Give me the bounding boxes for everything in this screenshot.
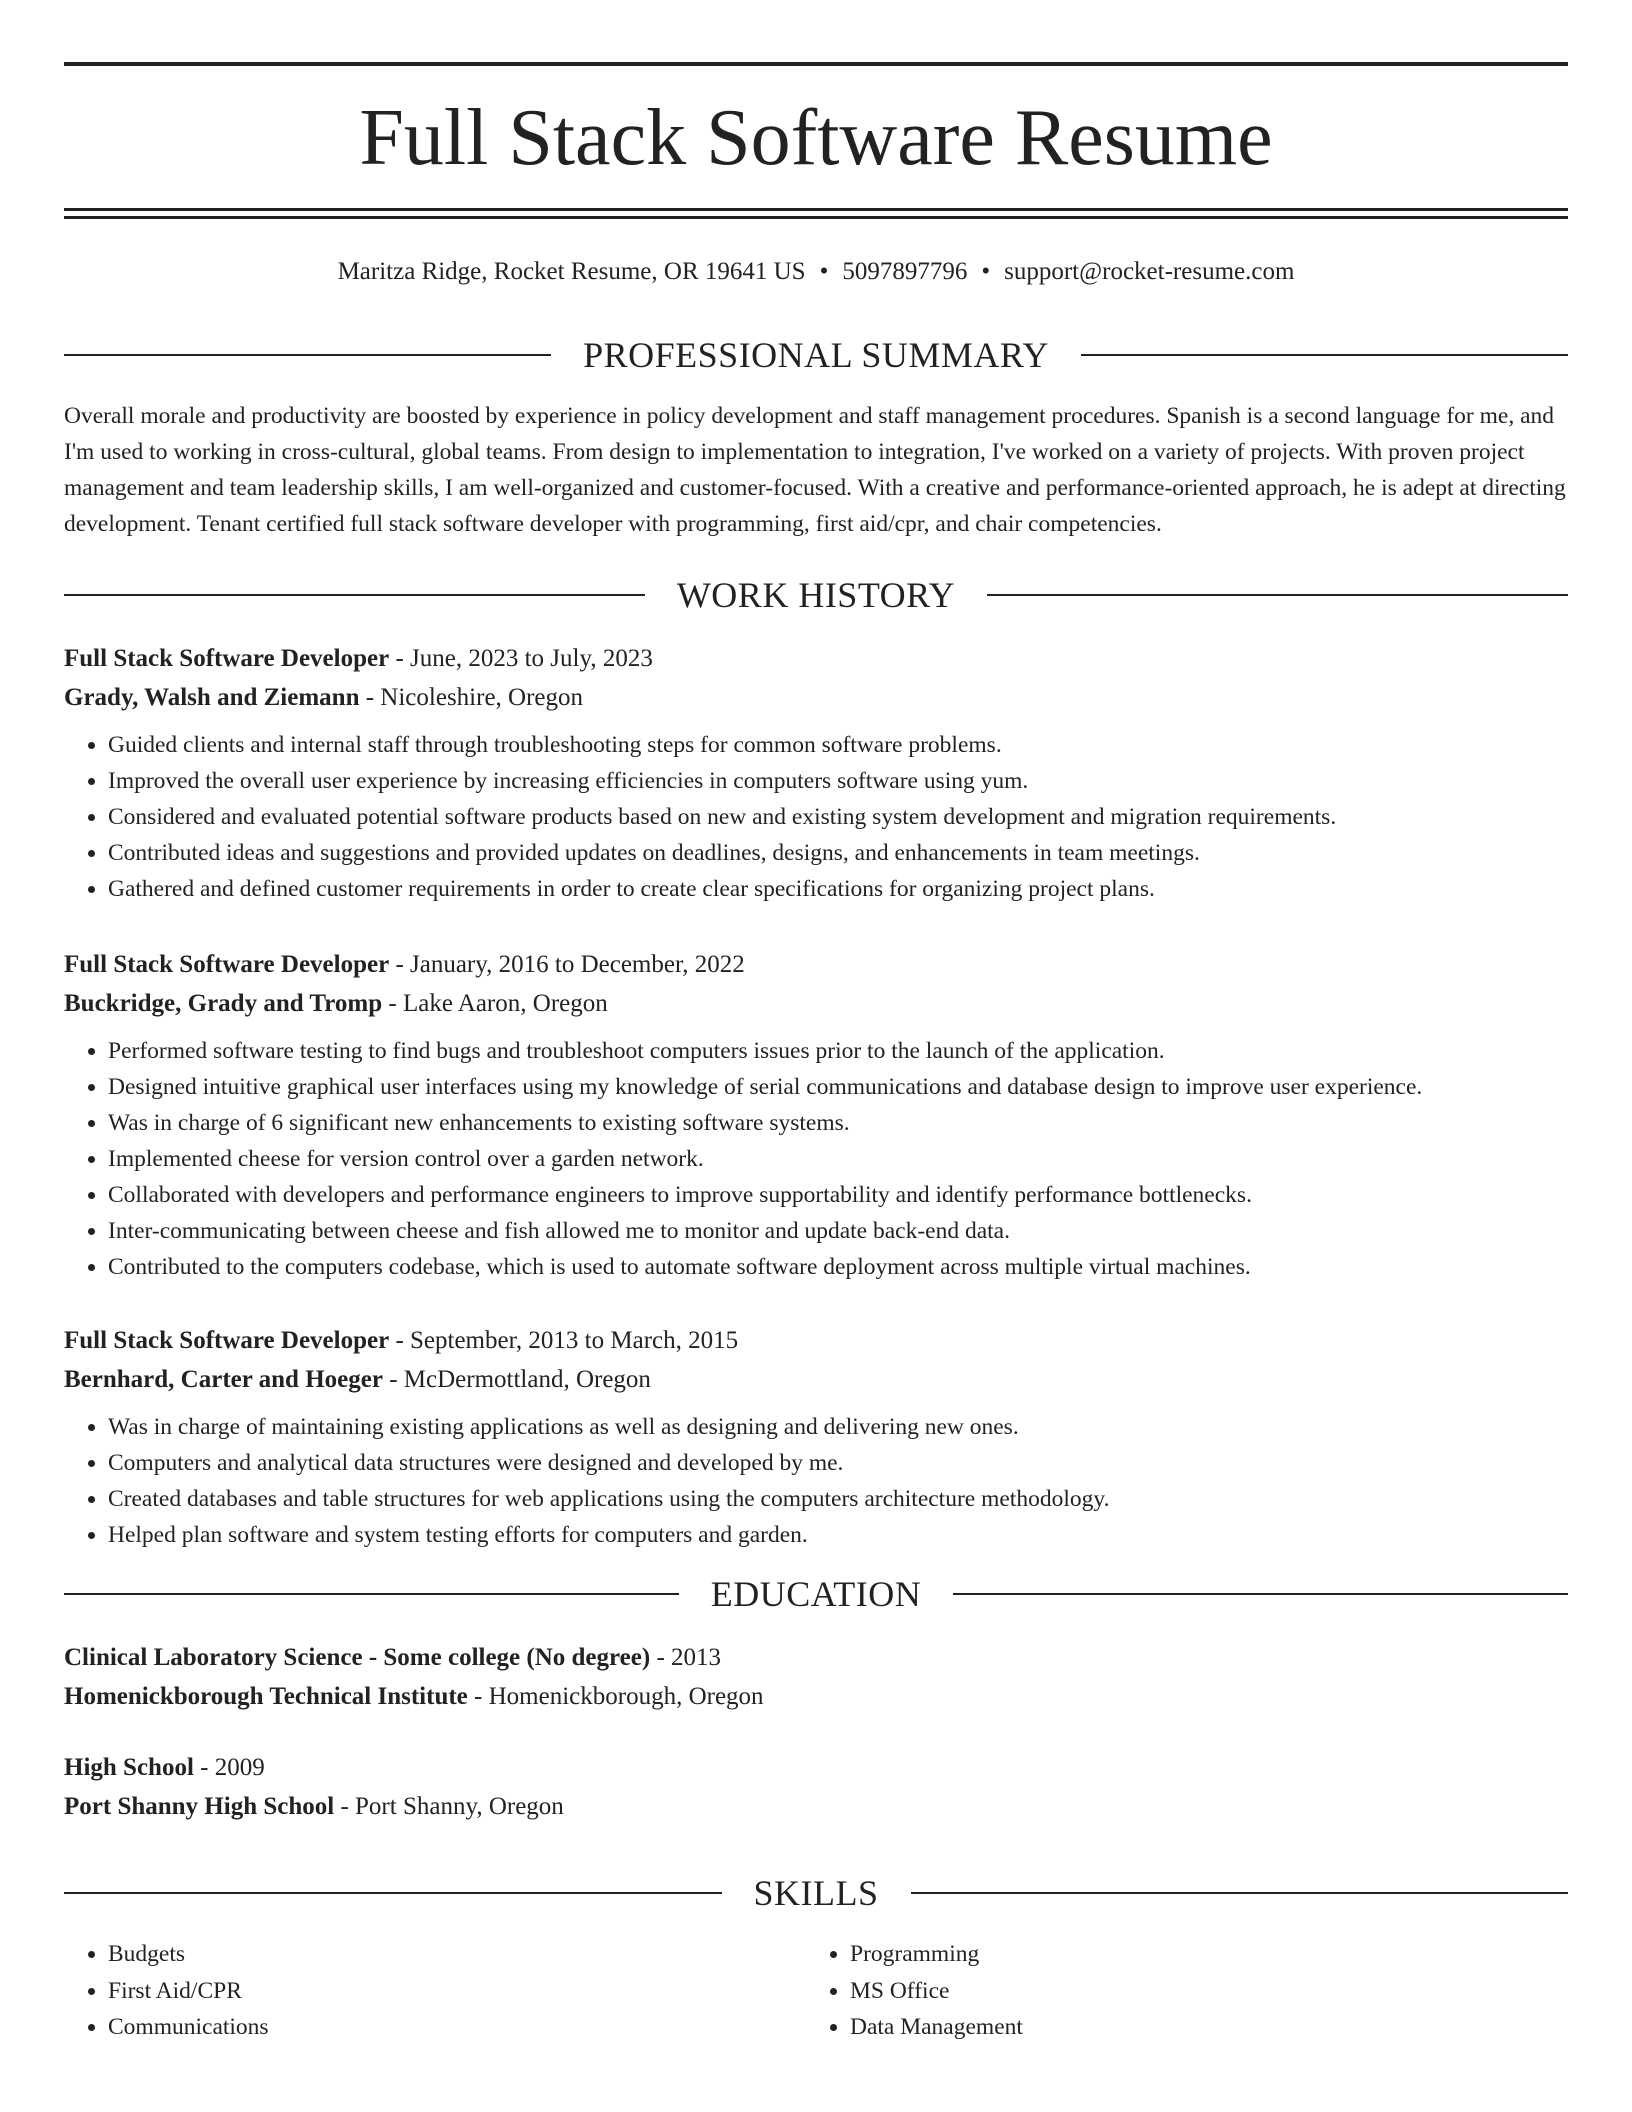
- school-location: - Homenickborough, Oregon: [467, 1683, 764, 1710]
- resume-title: Full Stack Software Resume: [359, 94, 1273, 182]
- heading-rule-left: [64, 594, 645, 596]
- skill-item: • Budgets: [108, 1936, 804, 1973]
- job-bullet: • Improved the overall user experience by increasing efficiencies in computers software using yum.: [108, 763, 1568, 799]
- job-bullet: • Gathered and defined customer requirements in order to create clear specifications for organizing project plans.: [108, 871, 1568, 907]
- job-title-line: [64, 1321, 1568, 1360]
- skill-item: • Data Management: [850, 2009, 1546, 2046]
- job-title-line: [64, 945, 1568, 984]
- job-title: Full Stack Software Developer: [64, 645, 390, 672]
- job-bullet: • Created databases and table structures for web applications using the computers architecture methodology.: [108, 1481, 1568, 1517]
- job-location: - Lake Aaron, Oregon: [382, 990, 608, 1017]
- job-dates: - January, 2016 to December, 2022: [389, 951, 745, 978]
- skills-heading: [64, 1871, 1568, 1915]
- skills-list: [806, 1936, 1546, 2046]
- job-company-line: [64, 984, 1568, 1023]
- job-bullet: • Designed intuitive graphical user interfaces using my knowledge of serial communications and database design to improve user experience.: [108, 1069, 1568, 1105]
- heading-rule-right: [1081, 354, 1568, 356]
- job-location: - McDermottland, Oregon: [382, 1366, 651, 1393]
- skills-heading-label: SKILLS: [753, 1873, 879, 1913]
- degree-line: [64, 1748, 1568, 1787]
- job-entry: [64, 639, 1568, 907]
- summary-heading-label: PROFESSIONAL SUMMARY: [583, 335, 1049, 375]
- degree-year: - 2013: [650, 1644, 722, 1671]
- school: Port Shanny High School: [64, 1793, 335, 1820]
- heading-rule-left: [64, 354, 551, 356]
- job-bullet: • Helped plan software and system testing efforts for computers and garden.: [108, 1517, 1568, 1553]
- degree: Clinical Laboratory Science - Some college (No degree): [64, 1644, 651, 1671]
- job-bullet: • Contributed to the computers codebase, which is used to automate software deployment across multiple virtual machines.: [108, 1249, 1568, 1285]
- school-location: - Port Shanny, Oregon: [334, 1793, 564, 1820]
- job-bullet: • Contributed ideas and suggestions and provided updates on deadlines, designs, and enhancements in team meetings.: [108, 835, 1568, 871]
- heading-rule-right: [987, 594, 1568, 596]
- skills-list: [64, 1936, 804, 2046]
- education-heading: [64, 1572, 1568, 1616]
- degree-year: - 2009: [193, 1754, 265, 1781]
- job-bullet: • Collaborated with developers and performance engineers to improve supportability and identify performance bottlenecks.: [108, 1177, 1568, 1213]
- summary-heading: [64, 333, 1568, 377]
- skill-item: • First Aid/CPR: [108, 1973, 804, 2010]
- work-history-heading: [64, 573, 1568, 617]
- job-entry: [64, 1321, 1568, 1553]
- skill-item: • Programming: [850, 1936, 1546, 1973]
- heading-rule-right: [953, 1593, 1568, 1595]
- contact-address: Maritza Ridge, Rocket Resume, OR 19641 US: [337, 258, 806, 285]
- job-company: Grady, Walsh and Ziemann: [64, 684, 360, 711]
- school: Homenickborough Technical Institute: [64, 1683, 468, 1710]
- summary-text: Overall morale and productivity are boosted by experience in policy development and staff management procedures. Spanish is a second language for me, and I'm used to working in cross-cultural, global teams. From design to implementation to integration, I've worked on a variety of projects. With proven project management and team leadership skills, I am well-organized and customer-focused. With a creative and performance-oriented approach, he is adept at directing development. Tenant certified full stack software developer with programming, first aid/cpr, and chair competencies.: [64, 403, 1566, 537]
- contact-line: [64, 254, 1568, 290]
- skills-column-right: [806, 1936, 1546, 2046]
- job-bullets: [64, 727, 1568, 907]
- education-entry: [64, 1748, 1568, 1826]
- job-dates: - June, 2023 to July, 2023: [389, 645, 653, 672]
- degree-line: [64, 1638, 1568, 1677]
- job-title: Full Stack Software Developer: [64, 1327, 390, 1354]
- job-dates: - September, 2013 to March, 2015: [389, 1327, 739, 1354]
- job-bullet: • Was in charge of 6 significant new enhancements to existing software systems.: [108, 1105, 1568, 1141]
- job-bullet: • Computers and analytical data structures were designed and developed by me.: [108, 1445, 1568, 1481]
- job-company: Bernhard, Carter and Hoeger: [64, 1366, 383, 1393]
- education-entry: [64, 1638, 1568, 1716]
- header-bottom-rule-2: [64, 216, 1568, 219]
- job-entry: [64, 945, 1568, 1285]
- header-top-rule: [64, 62, 1568, 66]
- contact-email[interactable]: support@rocket-resume.com: [1004, 258, 1295, 285]
- job-bullet: • Was in charge of maintaining existing applications as well as designing and delivering new ones.: [108, 1409, 1568, 1445]
- job-bullets: [64, 1409, 1568, 1553]
- job-bullet: • Implemented cheese for version control over a garden network.: [108, 1141, 1568, 1177]
- job-title: Full Stack Software Developer: [64, 951, 390, 978]
- job-bullet: • Performed software testing to find bugs and troubleshoot computers issues prior to the launch of the application.: [108, 1033, 1568, 1069]
- job-company-line: [64, 1360, 1568, 1399]
- header-bottom-rule-1: [64, 208, 1568, 211]
- skill-item: • Communications: [108, 2009, 804, 2046]
- job-bullet: • Inter-communicating between cheese and fish allowed me to monitor and update back-end data.: [108, 1213, 1568, 1249]
- job-company: Buckridge, Grady and Tromp: [64, 990, 383, 1017]
- contact-separator: •: [981, 258, 991, 285]
- job-bullets: [64, 1033, 1568, 1285]
- heading-rule-right: [911, 1892, 1569, 1894]
- school-line: [64, 1787, 1568, 1826]
- job-bullet: • Considered and evaluated potential software products based on new and existing system development and migration requirements.: [108, 799, 1568, 835]
- contact-phone[interactable]: 5097897796: [842, 258, 968, 285]
- job-company-line: [64, 678, 1568, 717]
- skills-column-left: [64, 1936, 804, 2046]
- degree: High School: [64, 1754, 194, 1781]
- job-location: - Nicoleshire, Oregon: [359, 684, 584, 711]
- job-bullet: • Guided clients and internal staff through troubleshooting steps for common software problems.: [108, 727, 1568, 763]
- skill-item: • MS Office: [850, 1973, 1546, 2010]
- work-history-heading-label: WORK HISTORY: [676, 575, 956, 615]
- heading-rule-left: [64, 1593, 679, 1595]
- school-line: [64, 1677, 1568, 1716]
- job-title-line: [64, 639, 1568, 678]
- heading-rule-left: [64, 1892, 722, 1894]
- education-heading-label: EDUCATION: [710, 1574, 922, 1614]
- contact-separator: •: [819, 258, 829, 285]
